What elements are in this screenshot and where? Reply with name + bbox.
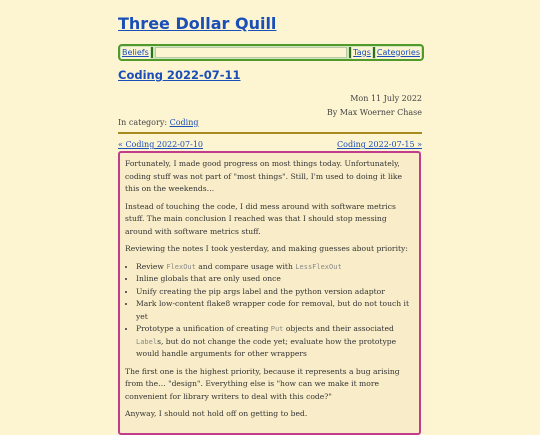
- list-text: Prototype a unification of creating: [136, 324, 271, 333]
- post-date: Mon 11 July 2022: [350, 94, 422, 103]
- divider-rule: [118, 132, 422, 134]
- post-author: By Max Woerner Chase: [326, 108, 422, 117]
- list-item: [136, 261, 414, 274]
- list-item: • Mark low-content flake8 wrapper code for removal, but do not touch it yet: [136, 298, 414, 323]
- nav-search-field[interactable]: [155, 47, 347, 58]
- list-item: • Unify creating the pip args label and the python version adaptor: [136, 286, 414, 299]
- category-prefix: In category:: [118, 118, 170, 127]
- priority-list: [125, 261, 414, 361]
- navbar: [118, 44, 424, 61]
- list-text: objects and their associated: [283, 324, 394, 333]
- nav-beliefs-link[interactable]: Beliefs: [122, 47, 149, 57]
- prev-post-link[interactable]: « Coding 2022-07-10: [118, 140, 203, 149]
- paragraph: The first one is the highest priority, because it represents a bug arising from the… "design". Everything else is "how can we make it more convenient for library writers to deal with this code?": [125, 366, 400, 401]
- inline-code: Label: [136, 337, 158, 346]
- inline-code: FlexOut: [166, 262, 196, 271]
- category-link[interactable]: Coding: [169, 118, 199, 127]
- nav-divider: [151, 47, 153, 58]
- nav-divider: [349, 47, 351, 58]
- post-content: [118, 151, 421, 435]
- paragraph: Fortunately, I made good progress on most things today. Unfortunately, coding stuff was not part of "most things". Still, I'm used to doing it like this on the weekends…: [125, 159, 402, 193]
- nav-tags-link[interactable]: Tags: [353, 47, 371, 57]
- list-item: [136, 323, 414, 361]
- list-text: and compare usage with: [195, 261, 296, 271]
- list-text: s, but do not change the code yet; evaluate how the prototype would handle arguments for other wrappers: [136, 336, 397, 358]
- paragraph: Instead of touching the code, I did mess around with software metrics stuff. The main conclusion I reached was that I should stop messing around with software metrics stuff.: [125, 201, 396, 236]
- site-title-link[interactable]: Three Dollar Quill: [118, 14, 277, 33]
- list-item: • Inline globals that are only used once: [136, 273, 414, 286]
- inline-code: Put: [270, 325, 284, 333]
- list-text: Review: [136, 261, 167, 271]
- next-post-link[interactable]: Coding 2022-07-15 »: [337, 140, 422, 149]
- inline-code: LessFlexOut: [295, 262, 342, 271]
- post-category: [118, 118, 198, 127]
- nav-divider: [373, 47, 375, 58]
- nav-categories-link[interactable]: Categories: [376, 47, 420, 57]
- paragraph: Anyway, I should not hold off on getting to bed.: [125, 409, 308, 418]
- post-title-link[interactable]: Coding 2022-07-11: [118, 68, 241, 82]
- paragraph: Reviewing the notes I took yesterday, and making guesses about priority:: [125, 244, 408, 253]
